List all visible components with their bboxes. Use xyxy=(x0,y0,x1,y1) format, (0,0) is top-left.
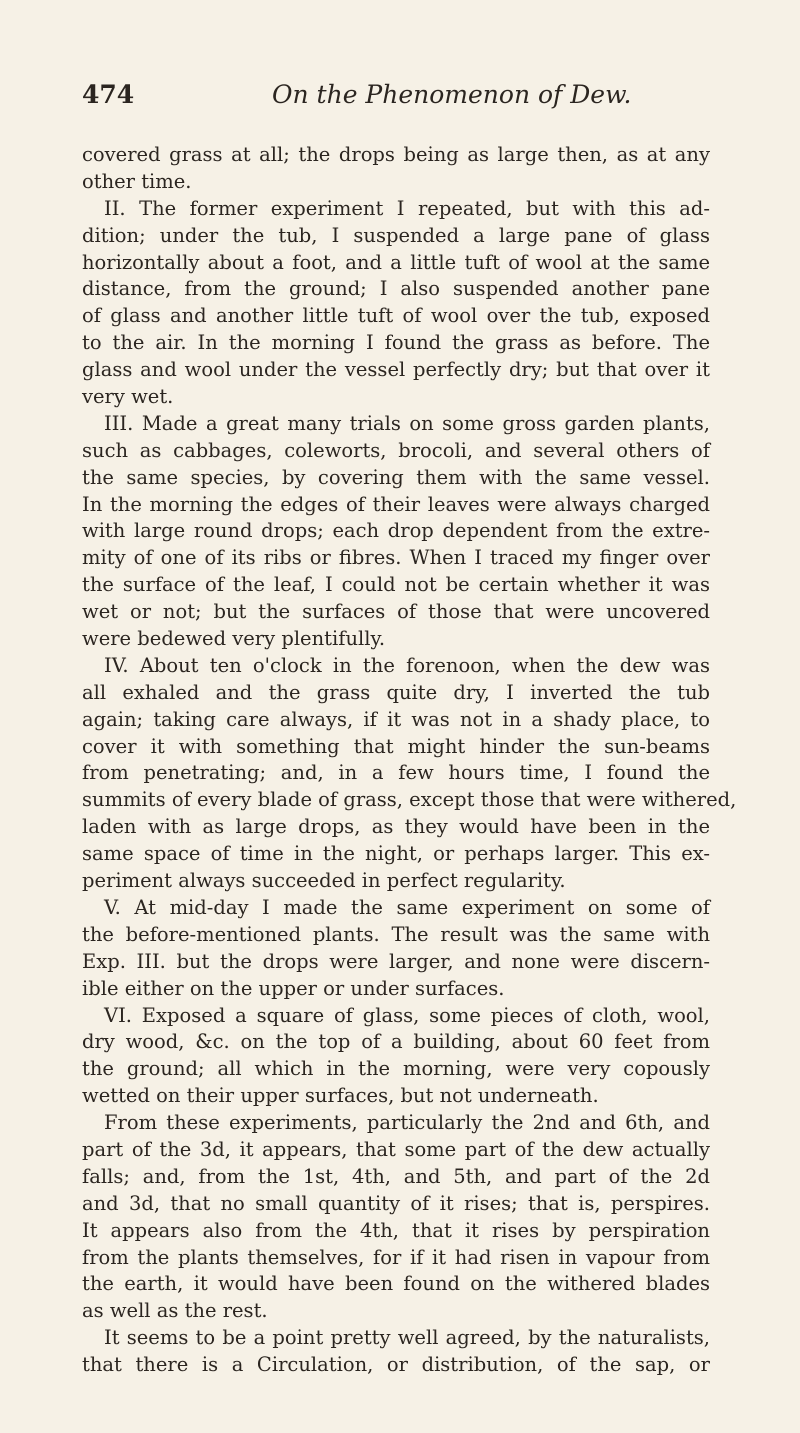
text-line: the ground; all which in the morning, were very copously xyxy=(82,1057,710,1081)
text-line: III. Made a great many trials on some gross garden plants, xyxy=(104,411,710,435)
text-line: summits of every blade of grass, except those that were withered, xyxy=(82,788,737,812)
text-line: same space of time in the night, or perhaps larger. This ex- xyxy=(82,842,710,866)
text-line: the before-mentioned plants. The result was the same with xyxy=(82,922,710,946)
text-line: wetted on their upper surfaces, but not underneath. xyxy=(82,1084,599,1108)
text-line: to the air. In the morning I found the grass as before. The xyxy=(82,331,710,355)
running-title: On the Phenomenon of Dew. xyxy=(272,80,632,109)
text-line: From these experiments, particularly the 2nd and 6th, and xyxy=(104,1111,710,1135)
text-line: mity of one of its ribs or fibres. When I traced my finger over xyxy=(82,546,710,570)
text-line: the earth, it would have been found on the withered blades xyxy=(82,1272,710,1296)
text-line: such as cabbages, coleworts, brocoli, and several others of xyxy=(82,438,710,462)
text-line: II. The former experiment I repeated, but with this ad- xyxy=(104,196,710,220)
text-line: laden with as large drops, as they would have been in the xyxy=(82,815,710,839)
text-line: of glass and another little tuft of wool over the tub, exposed xyxy=(82,304,710,328)
text-line: other time. xyxy=(82,169,192,193)
text-line: falls; and, from the 1st, 4th, and 5th, and part of the 2d xyxy=(82,1164,710,1188)
text-line: part of the 3d, it appears, that some part of the dew actually xyxy=(82,1137,710,1161)
text-line: VI. Exposed a square of glass, some pieces of cloth, wool, xyxy=(104,1003,710,1027)
text-line: In the morning the edges of their leaves were always charged xyxy=(82,492,710,516)
text-line: dry wood, &c. on the top of a building, about 60 feet from xyxy=(82,1030,710,1054)
text-line: and 3d, that no small quantity of it rises; that is, perspires. xyxy=(82,1191,710,1215)
text-line: Exp. III. but the drops were larger, and none were discern- xyxy=(82,949,710,973)
text-line: from penetrating; and, in a few hours time, I found the xyxy=(82,761,710,785)
text-line: It appears also from the 4th, that it rises by perspiration xyxy=(82,1218,710,1242)
text-line: with large round drops; each drop dependent from the extre- xyxy=(82,519,710,543)
text-line: IV. About ten o'clock in the forenoon, when the dew was xyxy=(104,653,710,677)
body-text xyxy=(82,142,737,1379)
text-line: glass and wool under the vessel perfectly dry; but that over it xyxy=(82,358,710,382)
text-line: distance, from the ground; I also suspended another pane xyxy=(82,277,710,301)
text-line: all exhaled and the grass quite dry, I inverted the tub xyxy=(82,680,710,704)
text-line: as well as the rest. xyxy=(82,1299,268,1323)
page-header xyxy=(82,80,712,120)
text-line: very wet. xyxy=(82,385,174,409)
text-line: wet or not; but the surfaces of those that were uncovered xyxy=(82,600,710,624)
text-line: dition; under the tub, I suspended a large pane of glass xyxy=(82,223,710,247)
text-line: cover it with something that might hinder the sun-beams xyxy=(82,734,710,758)
text-line: were bedewed very plentifully. xyxy=(82,627,386,651)
text-line: V. At mid-day I made the same experiment on some of xyxy=(104,895,710,919)
text-line: again; taking care always, if it was not in a shady place, to xyxy=(82,707,710,731)
text-line: periment always succeeded in perfect regularity. xyxy=(82,869,566,893)
page-number: 474 xyxy=(82,80,135,109)
text-line: the surface of the leaf, I could not be certain whether it was xyxy=(82,573,710,597)
text-line: that there is a Circulation, or distribution, of the sap, or xyxy=(82,1353,710,1377)
text-line: ible either on the upper or under surfaces. xyxy=(82,976,505,1000)
text-line: covered grass at all; the drops being as large then, as at any xyxy=(82,143,710,166)
text-line: the same species, by covering them with the same vessel. xyxy=(82,465,710,489)
text-line: It seems to be a point pretty well agreed, by the naturalists, xyxy=(104,1326,710,1350)
text-line: horizontally about a foot, and a little tuft of wool at the same xyxy=(82,250,710,274)
text-line: from the plants themselves, for if it had risen in vapour from xyxy=(82,1245,710,1269)
